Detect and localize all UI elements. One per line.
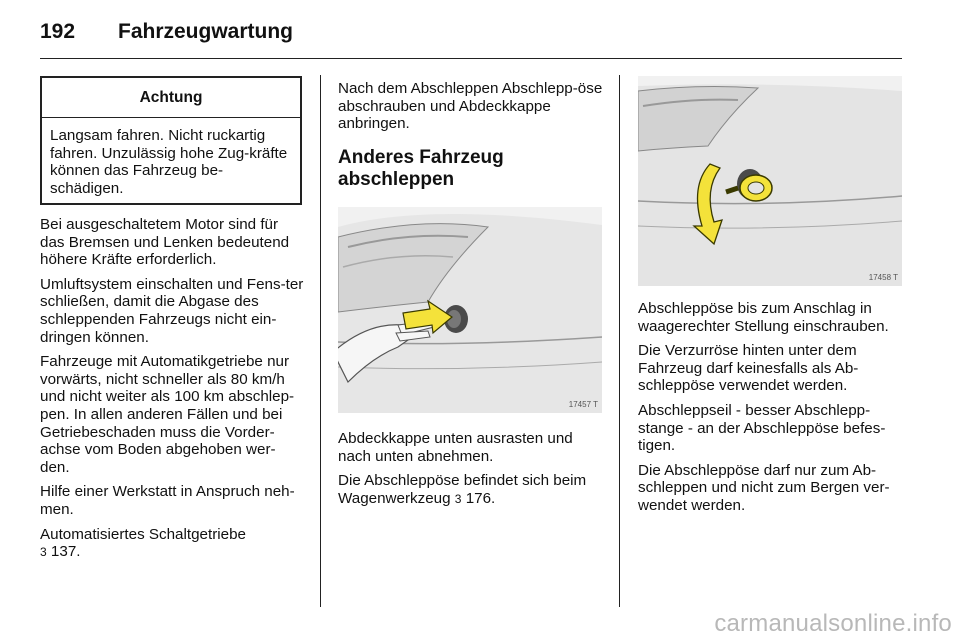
paragraph-automatic: Fahrzeuge mit Automatikgetriebe nur vorwärts, nicht schneller als 80 km/h und nicht weiter als 100 km abschlep-pen. In allen anderen Fällen und bei Getriebeschaden muss die Vorder-achse vom Boden abgehoben wer-den. (40, 353, 295, 476)
section-heading-line1: Anderes Fahrzeug (338, 146, 504, 168)
paragraph-automated-gearbox (40, 526, 304, 562)
page-title: Fahrzeugwartung (118, 20, 294, 43)
column-2-text-bottom (338, 430, 604, 515)
page-ref-link[interactable]: 137. (50, 543, 81, 561)
page-header (40, 18, 910, 58)
watermark: carmanualsonline.info (714, 610, 952, 637)
warning-text: Langsam fahren. Nicht ruckartig fahren. Unzulässig hohe Zug-kräfte können das Fahrzeug be-schädigen. (50, 127, 288, 197)
paragraph-lashing-eye: Die Verzurröse hinten unter dem Fahrzeug darf keinesfalls als Ab-schleppöse verwendet werden. (638, 342, 859, 395)
column-divider-2 (619, 75, 620, 607)
column-3-text (638, 300, 906, 522)
warning-box (40, 76, 302, 205)
paragraph-tow-rope: Abschleppseil - besser Abschlepp-stange - an der Abschleppöse befes-tigen. (638, 401, 886, 455)
figure-code: 17458 T (868, 273, 898, 282)
figure-code: 17457 T (568, 400, 598, 409)
warning-title: Achtung (42, 78, 300, 118)
paragraph-ventilation: Umluftsystem einschalten und Fens-ter schließen, damit die Abgase des schleppenden Fahrzeugs nicht ein-dringen können. (40, 275, 304, 346)
column-1-text (40, 216, 304, 569)
paragraph-towing-only: Die Abschleppöse darf nur zum Ab-schleppen und nicht zum Bergen ver-wendet werden. (638, 461, 890, 514)
page-ref-arrow-icon: 3 (454, 491, 462, 506)
column-2-text-top (338, 80, 604, 191)
page-ref-arrow-icon: 3 (40, 545, 47, 560)
paragraph-brakes: Bei ausgeschaltetem Motor sind für das Bremsen und Lenken bedeutend höhere Kräfte erforderlich. (40, 216, 290, 269)
section-heading (338, 147, 604, 191)
paragraph-after-towing: Nach dem Abschleppen Abschlepp-öse abschrauben und Abdeckkappe anbringen. (338, 80, 603, 133)
towing-eye-drawing (638, 76, 902, 286)
paragraph-screw-in: Abschleppöse bis zum Anschlag in waagerechter Stellung einschrauben. (638, 300, 889, 335)
paragraph-remove-cap: Abdeckkappe unten ausrasten und nach unten abnehmen. (338, 430, 573, 465)
page-number: 192 (40, 20, 76, 43)
cover-cap-drawing (338, 207, 602, 413)
illustration-cover-cap (338, 207, 602, 413)
header-rule (40, 58, 902, 59)
illustration-towing-eye (638, 76, 902, 286)
column-divider-1 (320, 75, 321, 607)
paragraph-eye-location (338, 472, 604, 508)
paragraph-workshop: Hilfe einer Werkstatt in Anspruch neh-men. (40, 483, 295, 518)
eye-location-text: Die Abschleppöse befindet sich beim Wagenwerkzeug (338, 472, 587, 507)
section-heading-line2: abschleppen (338, 168, 455, 190)
page-ref-link[interactable]: 176. (465, 489, 496, 507)
automated-gearbox-label: Automatisiertes Schaltgetriebe (40, 525, 246, 543)
